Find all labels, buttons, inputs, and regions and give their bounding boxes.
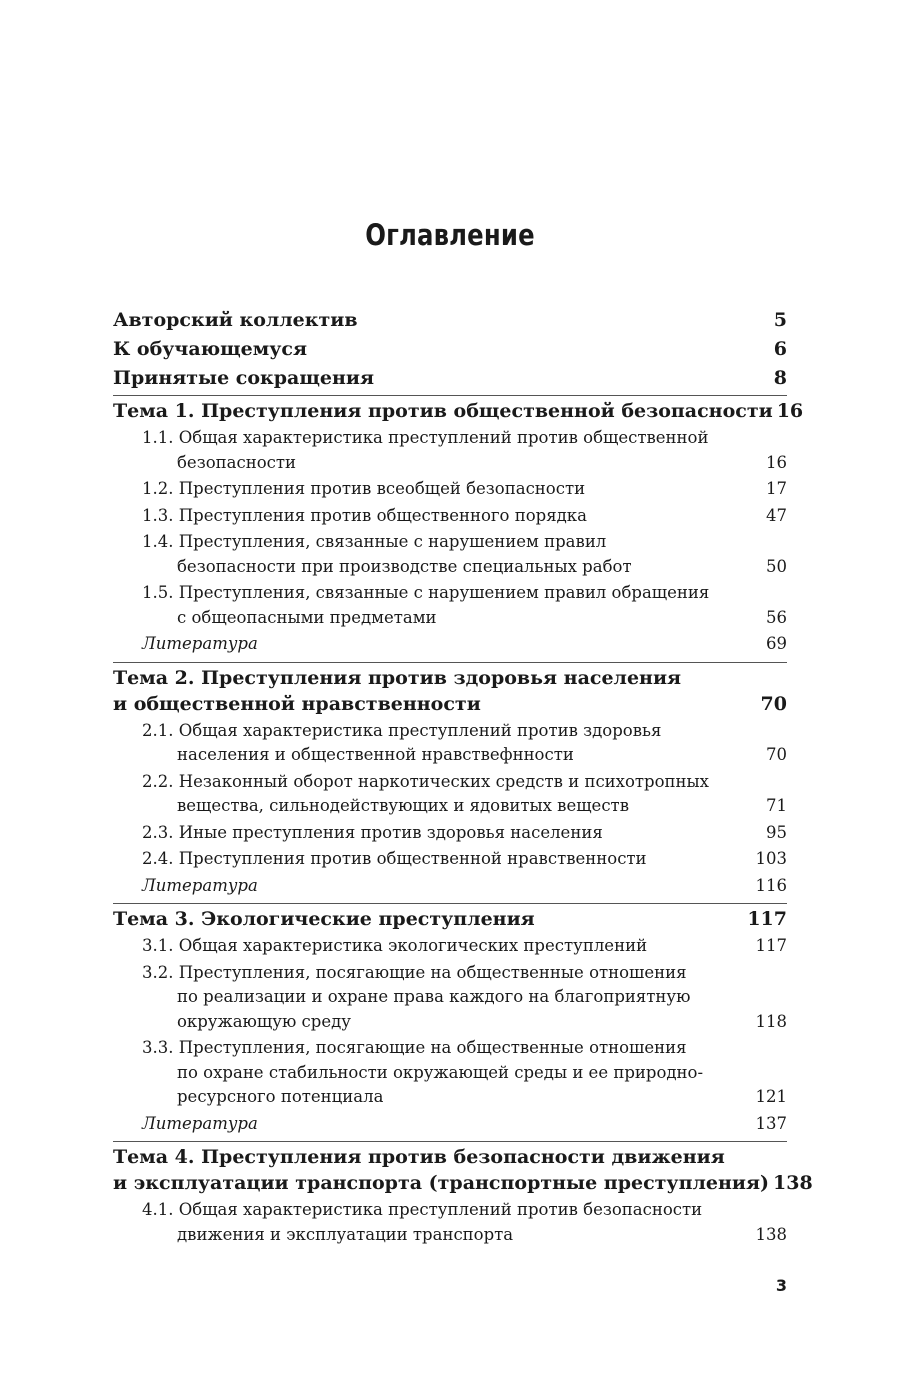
page-title: Оглавление [365,218,535,252]
section-title [177,451,296,476]
chapter-entry[interactable] [113,1144,813,1196]
section-number: 1.3. [142,505,174,525]
section-title [177,1085,383,1110]
section-line [142,426,787,451]
chapter-entry[interactable] [113,665,787,717]
section-divider [113,662,787,663]
section-page: 16 [766,452,787,472]
section-line [142,743,787,768]
section-page: 50 [766,556,787,576]
section-line [142,794,787,819]
entry-title: Тема 1. Преступления против общественной безопасности [113,400,773,422]
entry-page: 137 [755,1113,787,1133]
section-line [142,1010,787,1035]
front-matter-entry[interactable] [113,366,787,390]
section-entry[interactable] [142,477,787,502]
section-text: Незаконный оборот наркотических средств и психотропных [178,771,709,791]
entry-title: Литература [142,875,258,895]
section-page: 121 [755,1087,787,1106]
section-page: 70 [766,745,787,764]
section-number: 1.5. [142,583,174,602]
section-title [142,504,587,529]
front-matter-entry[interactable] [113,337,787,361]
section-text: по реализации и охране права каждого на благоприятную [177,987,691,1006]
section-number: 2.3. [142,822,174,842]
entry-page: 70 [760,692,787,715]
section-line [142,985,787,1010]
chapter-entry[interactable] [113,906,787,932]
section-entry[interactable] [142,1198,787,1247]
section-text: Преступления, посягающие на общественные отношения [178,962,687,982]
section-title [177,1223,513,1248]
chapter-title-line: Тема 2. Преступления против здоровья населения [113,666,682,689]
section-entry[interactable] [142,934,787,959]
section-number: 1.4. [142,532,174,551]
section-text: Общая характеристика экологических преступлений [178,936,648,955]
section-line [142,530,787,555]
section-text: Преступления против всеобщей безопасности [178,479,586,498]
section-number: 3.3. [142,1038,174,1057]
front-matter-entry[interactable] [113,308,787,332]
section-page: 71 [766,796,787,815]
section-title [177,1010,351,1035]
section-entry[interactable] [142,504,787,529]
entry-page: 116 [755,875,787,895]
page-number: 3 [775,1276,787,1295]
section-line [142,1198,787,1223]
section-line [142,719,787,744]
section-line [142,961,787,986]
section-number: 2.1. [142,720,174,740]
entry-page: 5 [773,309,787,331]
entry-page: 8 [773,367,787,389]
section-entry[interactable] [142,770,787,819]
section-entry[interactable] [142,821,787,846]
section-text: по охране стабильности окружающей среды и ее природно- [177,1062,704,1082]
section-title [177,555,632,580]
section-page: 47 [766,505,787,525]
section-line [142,451,787,476]
section-text: населения и общественной нравствефнности [177,745,574,764]
section-entry[interactable] [142,961,787,1035]
chapter-title-last-line [113,906,787,932]
section-text: движения и эксплуатации транспорта [177,1224,514,1244]
section-entry[interactable] [142,581,787,630]
section-entry[interactable] [142,1036,787,1110]
section-title [142,934,647,959]
section-number: 1.2. [142,479,174,498]
section-line [142,1223,787,1248]
section-number: 3.1. [142,936,174,955]
section-text: окружающую среду [177,1011,351,1031]
section-line [142,555,787,580]
section-text: Преступления, связанные с нарушением правил обращения [178,583,710,602]
section-number: 4.1. [142,1200,174,1219]
section-number: 3.2. [142,962,174,982]
entry-title: и эксплуатации транспорта (транспортные преступления) [113,1172,770,1194]
section-line [142,770,787,795]
entry-title: Литература [142,1113,258,1133]
section-entry[interactable] [142,847,787,872]
entry-page: 138 [773,1172,813,1194]
literature-entry[interactable] [142,632,787,657]
chapter-entry[interactable] [113,398,804,424]
section-text: Преступления против общественной нравственности [178,849,647,868]
section-line [142,934,787,959]
section-line [142,1061,787,1086]
entry-title: Тема 3. Экологические преступления [113,908,535,930]
section-number: 2.4. [142,849,174,868]
literature-entry[interactable] [142,874,787,899]
section-text: Преступления, связанные с нарушением правил [178,532,607,551]
chapter-title-last-line [113,691,787,717]
entry-page: 69 [766,634,787,653]
section-title [142,847,647,872]
section-page: 117 [755,936,787,955]
section-title [142,821,603,846]
entry-page: 117 [747,908,787,930]
section-divider [113,903,787,904]
literature-line [142,632,787,657]
section-number: 1.1. [142,428,174,447]
section-entry[interactable] [142,530,787,579]
chapter-title-last-line [113,1170,813,1196]
entry-page: 6 [773,338,787,360]
section-line [142,581,787,606]
section-title [142,477,585,502]
section-text: Общая характеристика преступлений против здоровья [178,720,662,740]
section-line [142,504,787,529]
section-text: ресурсного потенциала [177,1087,384,1106]
section-entry[interactable] [142,426,787,475]
entry-title: Принятые сокращения [113,367,375,389]
chapter-title-line: Тема 4. Преступления против безопасности движения [113,1146,725,1168]
entry-title: Литература [142,634,258,653]
section-text: Общая характеристика преступлений против общественной [178,428,709,447]
section-page: 56 [766,607,787,627]
section-text: безопасности [177,452,297,472]
section-page: 103 [755,849,787,868]
section-text: безопасности при производстве специальных работ [177,556,632,576]
section-title [177,794,629,819]
section-title [177,606,437,631]
section-text: вещества, сильнодействующих и ядовитых веществ [177,796,629,815]
section-page: 138 [755,1224,787,1244]
section-line [142,847,787,872]
section-divider [113,1141,787,1142]
entry-title: К обучающемуся [113,338,308,360]
section-page: 95 [766,822,787,842]
section-entry[interactable] [142,719,787,768]
section-text: с общеопасными предметами [177,607,437,627]
section-divider [113,395,787,396]
entry-title: и общественной нравственности [113,692,481,715]
table-of-contents [113,306,813,1249]
section-text: Преступления, посягающие на общественные отношения [178,1038,687,1057]
section-text: Общая характеристика преступлений против безопасности [178,1200,703,1219]
section-number: 2.2. [142,771,174,791]
section-title [177,743,574,768]
entry-page: 16 [776,400,804,422]
section-line [142,606,787,631]
literature-line [142,1112,787,1137]
literature-entry[interactable] [142,1112,787,1137]
literature-line [142,874,787,899]
section-page: 118 [755,1011,787,1031]
entry-title: Авторский коллектив [113,309,358,331]
section-text: Преступления против общественного порядка [178,505,587,525]
section-text: Иные преступления против здоровья населения [178,822,603,842]
section-line [142,1085,787,1110]
section-page: 17 [766,479,787,498]
chapter-title-last-line [113,398,804,424]
section-line [142,821,787,846]
section-line [142,477,787,502]
section-line [142,1036,787,1061]
